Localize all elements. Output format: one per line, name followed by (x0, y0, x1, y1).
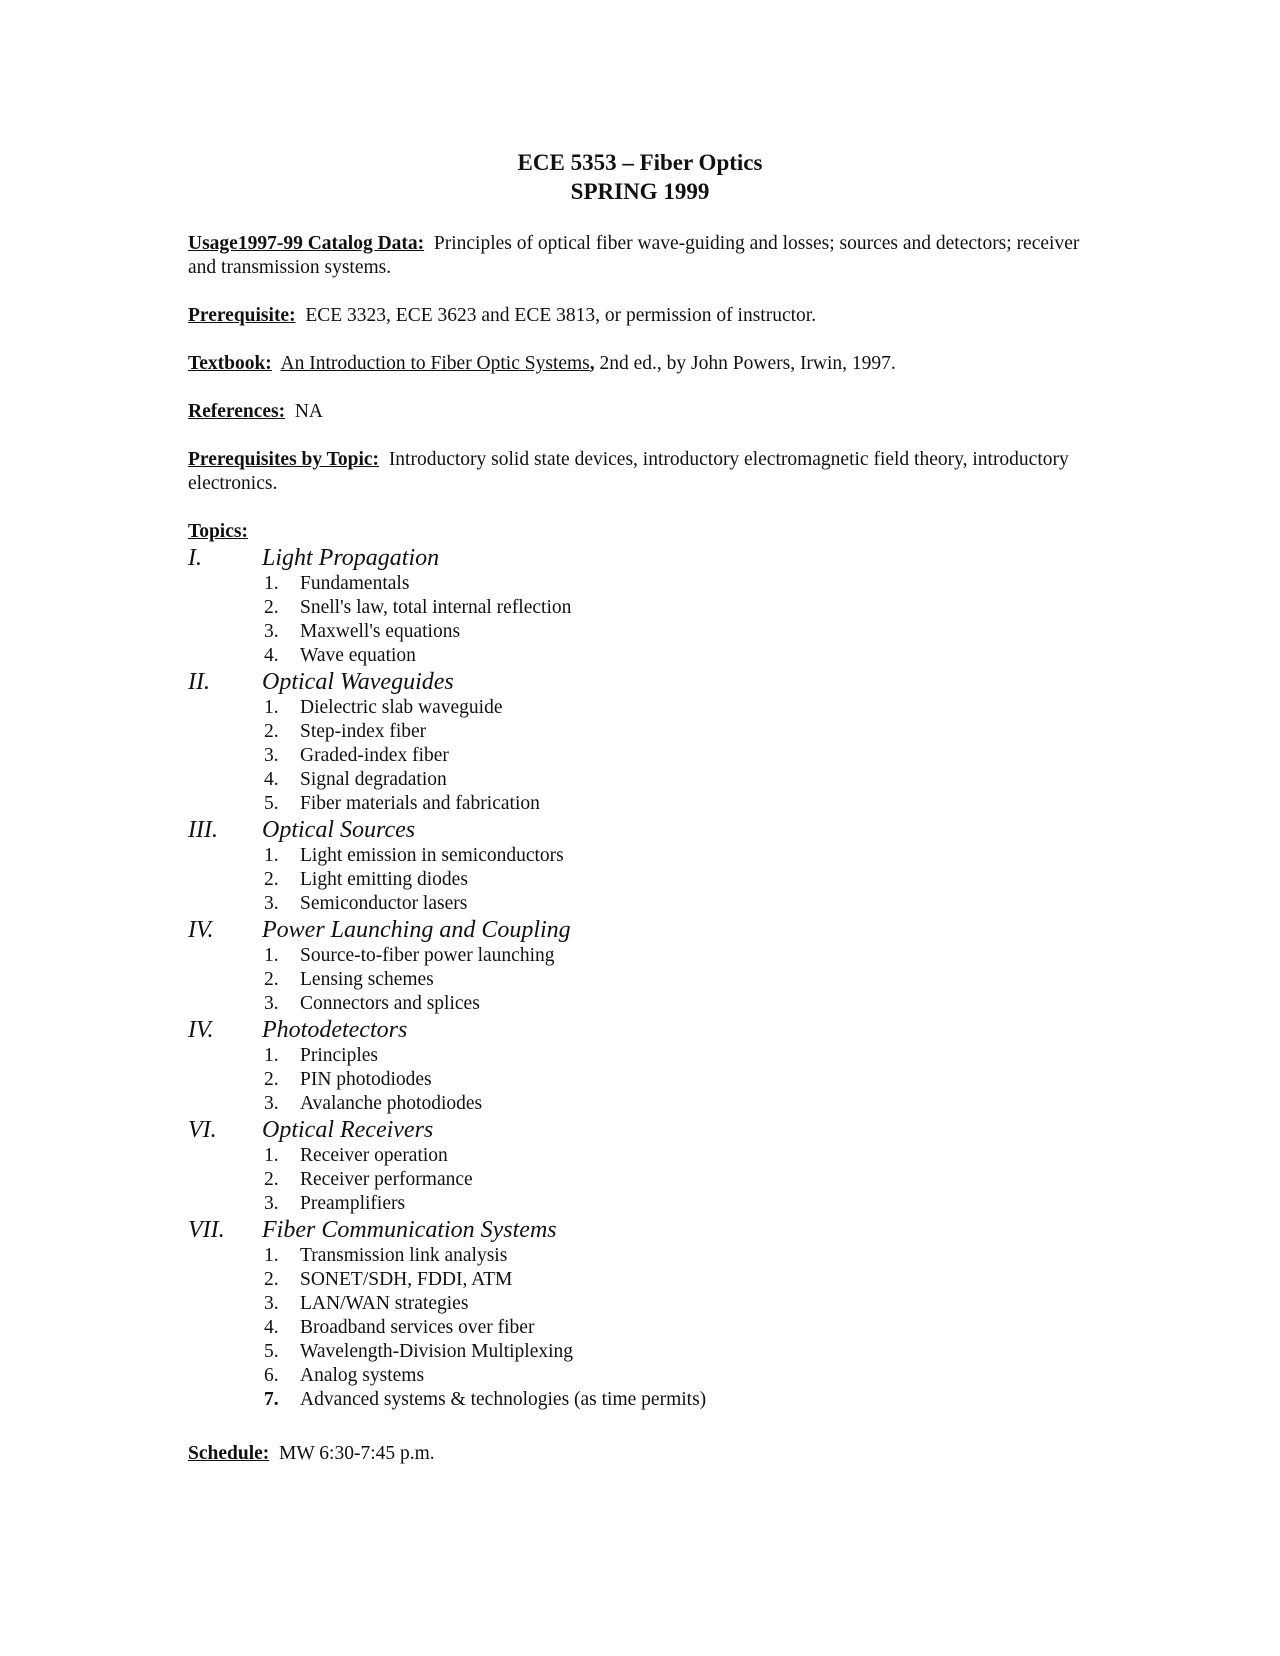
catalog-data (188, 232, 1088, 280)
item-text: Preamplifiers (300, 1193, 406, 1214)
section-title: Power Launching and Coupling (262, 917, 571, 943)
item-number: 7. (264, 1389, 279, 1410)
item-text: Signal degradation (300, 769, 447, 790)
item-number: 2. (264, 1069, 279, 1090)
textbook-title: An Introduction to Fiber Optic Systems (280, 353, 590, 374)
topic-section (188, 1016, 1088, 1044)
prerequisites-by-topic (188, 448, 1088, 496)
references-text: NA (294, 401, 324, 422)
topic-item (188, 1364, 1088, 1388)
item-text: Fundamentals (300, 573, 410, 594)
semester: SPRING 1999 (570, 179, 710, 204)
item-number: 3. (264, 993, 279, 1014)
section-numeral: VI. (188, 1117, 217, 1143)
item-number: 5. (264, 793, 279, 814)
item-number: 2. (264, 969, 279, 990)
topic-item (188, 1268, 1088, 1292)
section-title: Fiber Communication Systems (262, 1217, 557, 1243)
item-text: SONET/SDH, FDDI, ATM (300, 1269, 513, 1290)
item-text: Light emitting diodes (300, 869, 468, 890)
item-text: Connectors and splices (300, 993, 480, 1014)
topic-item (188, 1244, 1088, 1268)
textbook-label: Textbook: (188, 353, 272, 374)
topic-item (188, 1068, 1088, 1092)
topic-section (188, 1116, 1088, 1144)
item-number: 3. (264, 621, 279, 642)
item-number: 1. (264, 1045, 279, 1066)
topic-item (188, 1144, 1088, 1168)
topic-item (188, 644, 1088, 668)
section-numeral: IV. (188, 1017, 214, 1043)
section-numeral: VII. (188, 1217, 225, 1243)
item-text: Snell's law, total internal reflection (300, 597, 572, 618)
topic-section (188, 668, 1088, 696)
section-title: Optical Receivers (262, 1117, 434, 1143)
topic-item (188, 1192, 1088, 1216)
topics-label: Topics: (188, 521, 248, 542)
item-text: Light emission in semiconductors (300, 845, 564, 866)
item-text: PIN photodiodes (300, 1069, 432, 1090)
catalog-text: Principles of optical fiber wave-guiding and losses; sources and detectors; receiver and transmission systems. (188, 233, 1080, 278)
item-number: 3. (264, 1293, 279, 1314)
item-text: Semiconductor lasers (300, 893, 468, 914)
item-text: Advanced systems & technologies (as time permits) (300, 1389, 707, 1410)
item-text: Dielectric slab waveguide (300, 697, 503, 718)
item-number: 3. (264, 1193, 279, 1214)
page-title (0, 148, 1280, 206)
section-numeral: II. (188, 669, 210, 695)
section-title: Photodetectors (262, 1017, 408, 1043)
item-text: Transmission link analysis (300, 1245, 508, 1266)
item-text: LAN/WAN strategies (300, 1293, 469, 1314)
topic-item (188, 620, 1088, 644)
section-title: Light Propagation (262, 545, 440, 571)
prerequisite-text: ECE 3323, ECE 3623 and ECE 3813, or permission of instructor. (305, 305, 817, 326)
item-text: Wave equation (300, 645, 416, 666)
section-numeral: III. (188, 817, 218, 843)
item-text: Graded-index fiber (300, 745, 449, 766)
item-number: 1. (264, 573, 279, 594)
topic-item (188, 696, 1088, 720)
item-text: Wavelength-Division Multiplexing (300, 1341, 574, 1362)
topic-item (188, 1388, 1088, 1412)
prerequisite (188, 304, 1088, 328)
textbook (188, 352, 1088, 376)
item-text: Step-index fiber (300, 721, 427, 742)
topic-item (188, 892, 1088, 916)
topics-heading (188, 520, 1088, 544)
item-number: 3. (264, 893, 279, 914)
topic-item (188, 1044, 1088, 1068)
item-number: 1. (264, 1145, 279, 1166)
item-text: Broadband services over fiber (300, 1317, 535, 1338)
item-text: Fiber materials and fabrication (300, 793, 540, 814)
schedule (188, 1442, 1088, 1466)
topic-item (188, 596, 1088, 620)
item-text: Avalanche photodiodes (300, 1093, 483, 1114)
item-text: Source-to-fiber power launching (300, 945, 555, 966)
item-number: 4. (264, 1317, 279, 1338)
topic-item (188, 992, 1088, 1016)
references-label: References: (188, 401, 286, 422)
topic-item (188, 768, 1088, 792)
item-number: 4. (264, 769, 279, 790)
item-text: Lensing schemes (300, 969, 434, 990)
item-text: Maxwell's equations (300, 621, 461, 642)
catalog-label: Usage1997-99 Catalog Data: (188, 233, 425, 254)
item-number: 2. (264, 597, 279, 618)
item-number: 2. (264, 1169, 279, 1190)
topic-section (188, 1216, 1088, 1244)
prereq-topics-text: Introductory solid state devices, introductory electromagnetic field theory, introductory electronics. (188, 449, 1069, 494)
topic-item (188, 868, 1088, 892)
topic-item (188, 968, 1088, 992)
topic-item (188, 1340, 1088, 1364)
item-number: 1. (264, 697, 279, 718)
topic-item (188, 844, 1088, 868)
section-numeral: IV. (188, 917, 214, 943)
item-number: 3. (264, 1093, 279, 1114)
item-number: 1. (264, 945, 279, 966)
section-title: Optical Waveguides (262, 669, 454, 695)
topic-item (188, 1316, 1088, 1340)
topic-section (188, 816, 1088, 844)
course-title: ECE 5353 – Fiber Optics (517, 150, 763, 175)
topics-outline (188, 544, 1088, 1412)
item-number: 1. (264, 1245, 279, 1266)
schedule-text: MW 6:30-7:45 p.m. (279, 1443, 435, 1464)
item-number: 2. (264, 721, 279, 742)
item-text: Receiver operation (300, 1145, 448, 1166)
topic-item (188, 944, 1088, 968)
item-number: 6. (264, 1365, 279, 1386)
section-title: Optical Sources (262, 817, 416, 843)
item-number: 2. (264, 869, 279, 890)
topic-item (188, 720, 1088, 744)
topic-item (188, 1292, 1088, 1316)
topic-item (188, 744, 1088, 768)
item-text: Analog systems (300, 1365, 425, 1386)
textbook-comma: , (589, 353, 595, 374)
references (188, 400, 1088, 424)
topic-item (188, 572, 1088, 596)
topic-item (188, 792, 1088, 816)
item-text: Principles (300, 1045, 378, 1066)
prerequisite-label: Prerequisite: (188, 305, 296, 326)
prereq-topics-label: Prerequisites by Topic: (188, 449, 380, 470)
item-number: 4. (264, 645, 279, 666)
topic-section (188, 916, 1088, 944)
item-number: 1. (264, 845, 279, 866)
textbook-details: 2nd ed., by John Powers, Irwin, 1997. (594, 353, 896, 374)
schedule-label: Schedule: (188, 1443, 270, 1464)
topic-item (188, 1168, 1088, 1192)
item-number: 3. (264, 745, 279, 766)
section-numeral: I. (188, 545, 202, 571)
item-number: 5. (264, 1341, 279, 1362)
item-text: Receiver performance (300, 1169, 473, 1190)
topic-item (188, 1092, 1088, 1116)
item-number: 2. (264, 1269, 279, 1290)
topic-section (188, 544, 1088, 572)
